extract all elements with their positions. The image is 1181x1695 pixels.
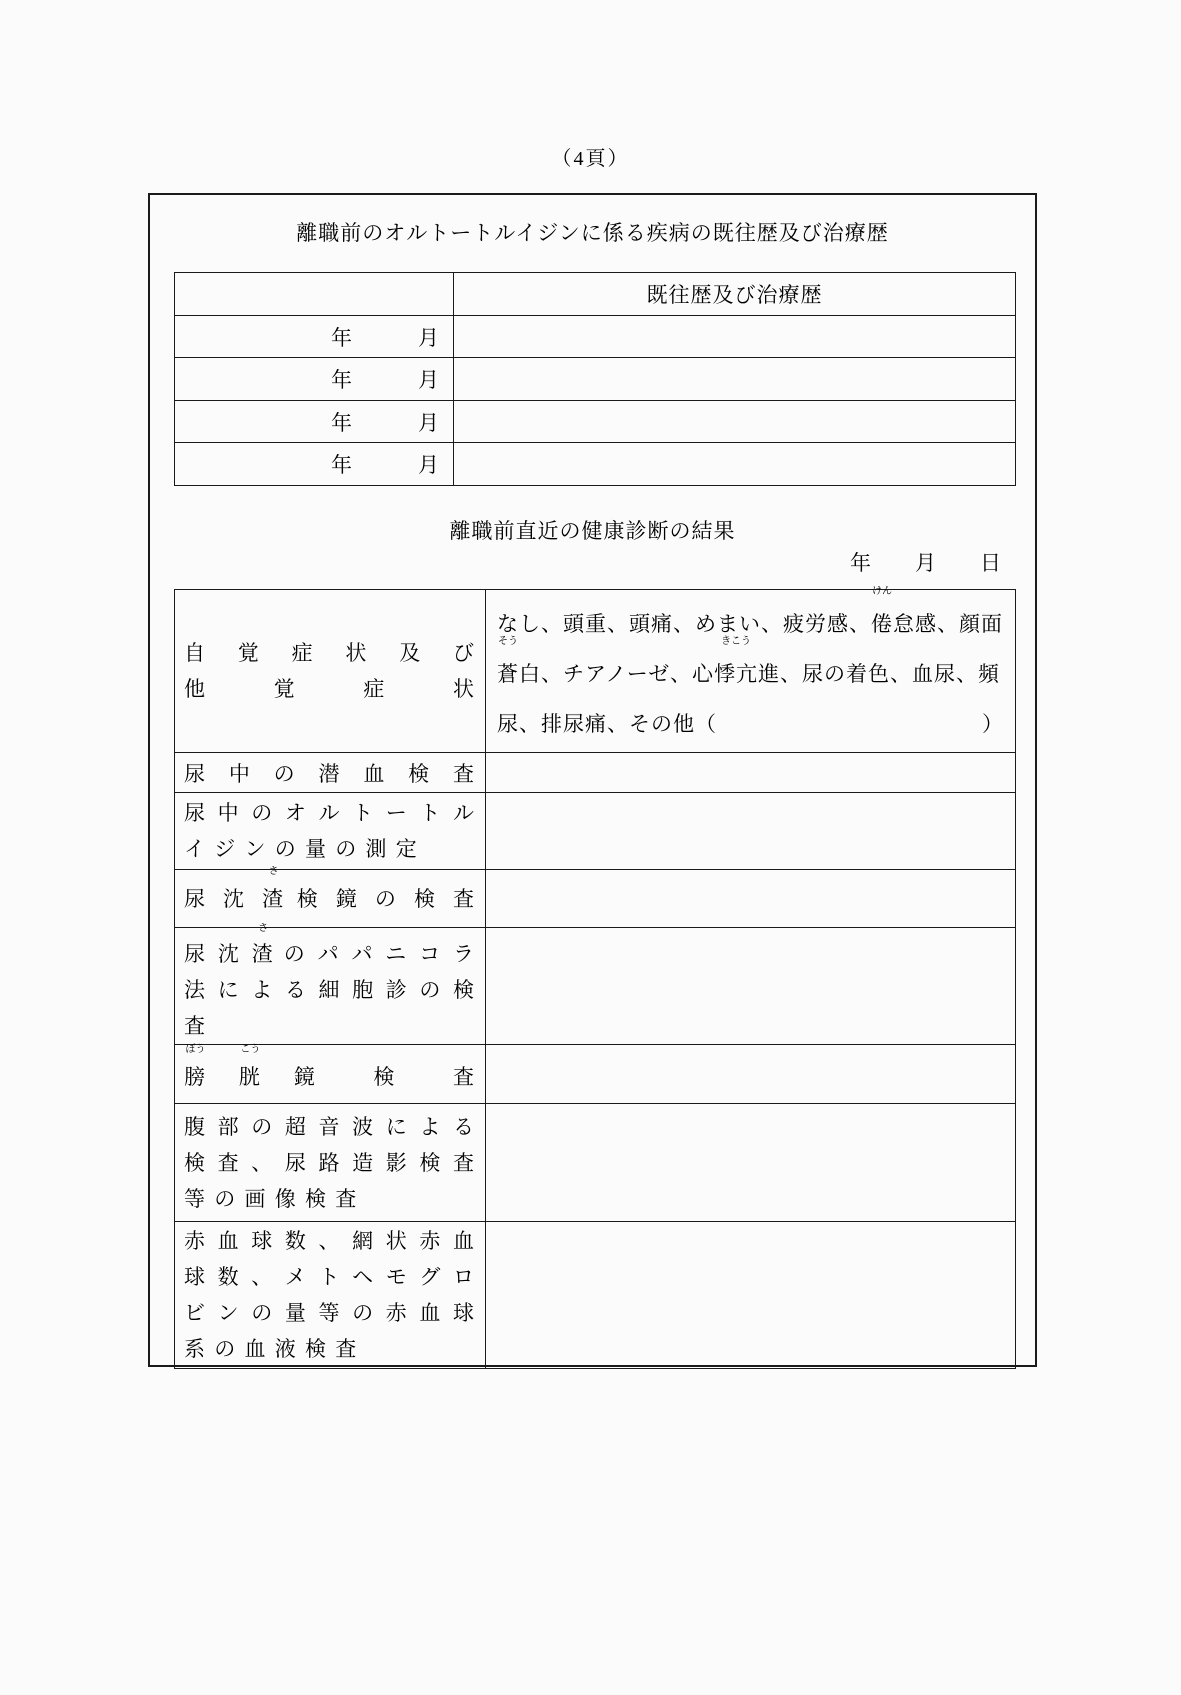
exam-date-line bbox=[150, 547, 1035, 577]
history-entry-cell bbox=[454, 401, 1016, 443]
month-label: 月 bbox=[418, 410, 439, 435]
row-cystoscopy bbox=[175, 1045, 1016, 1104]
history-section-title: 離職前のオルトートルイジンに係る疾病の既往歴及び治療歴 bbox=[296, 221, 889, 245]
year-month-cell bbox=[175, 449, 453, 479]
history-entry-row bbox=[175, 358, 1016, 401]
closing-paren: ） bbox=[982, 711, 1004, 736]
month-label: 月 bbox=[418, 325, 439, 350]
date-month-label: 月 bbox=[915, 551, 936, 575]
blood-test-label: 赤 血 球 数 、 網 状 赤 血 球 数 、 メ ト ヘ モ グ ロ ビ ン の 量 等 の 赤 血 球 系 の 血 液 検 査 bbox=[184, 1229, 476, 1361]
year-label: 年 bbox=[331, 368, 352, 392]
furigana-sa: さ 渣 bbox=[262, 865, 286, 911]
year-month-cell bbox=[175, 364, 453, 394]
date-year-label: 年 bbox=[850, 551, 871, 575]
result-cell bbox=[486, 1104, 1016, 1222]
furigana-kikou: きこう 悸亢 bbox=[714, 635, 759, 686]
history-header-row bbox=[175, 273, 1016, 316]
history-table bbox=[174, 272, 1016, 486]
year-month-cell bbox=[175, 322, 453, 352]
year-label: 年 bbox=[331, 325, 352, 350]
year-month-cell bbox=[175, 407, 453, 437]
symptoms-options: なし、頭重、頭痛、めまい、疲労感、 けん 倦怠感、顔面 そう 蒼白、チアノーゼ、心 きこう 悸亢進、尿の着色、血尿、頻 尿、排尿痛、その他（ ） bbox=[486, 594, 1015, 749]
result-cell bbox=[486, 928, 1016, 1045]
otoluidine-label: 尿 中 の オ ル ト ー ト ル イ ジ ン の 量 の 測 定 bbox=[184, 801, 476, 861]
row-urine-sediment-microscopy bbox=[175, 870, 1016, 928]
history-entry-cell bbox=[454, 358, 1016, 401]
date-day-label: 日 bbox=[980, 551, 1001, 575]
row-urine-otoluidine-amount bbox=[175, 793, 1016, 870]
row-subjective-symptoms bbox=[175, 590, 1016, 753]
exam-section-title: 離職前直近の健康診断の結果 bbox=[449, 519, 736, 543]
form-frame bbox=[148, 193, 1037, 1367]
occult-blood-label: 尿 中 の 潜 血 検 査 bbox=[184, 761, 476, 786]
papanicolaou-label: 尿 沈 さ 渣 の パ パ ニ コ ラ 法 に よ る 細 胞 診 の 検 査 bbox=[184, 923, 477, 1038]
month-label: 月 bbox=[418, 453, 439, 477]
furigana-sa: さ 渣 bbox=[251, 923, 275, 966]
history-entry-cell bbox=[454, 316, 1016, 358]
history-entry-row bbox=[175, 443, 1016, 486]
furigana-bou: ぼう 膀 bbox=[184, 1044, 207, 1089]
year-label: 年 bbox=[331, 453, 352, 477]
result-cell bbox=[486, 793, 1016, 870]
result-cell bbox=[486, 1045, 1016, 1104]
result-cell bbox=[486, 870, 1016, 928]
history-entry-row bbox=[175, 401, 1016, 443]
imaging-label: 腹 部 の 超 音 波 に よ る 検 査 、 尿 路 造 影 検 査 等 の 画 像 検 査 bbox=[184, 1114, 476, 1211]
sediment-microscopy-label: 尿 沈 さ 渣 検 鏡 の 検 査 bbox=[175, 879, 485, 919]
cystoscopy-label: ぼう 膀 こう 胱 鏡 検 査 bbox=[175, 1051, 485, 1097]
month-label: 月 bbox=[418, 368, 439, 392]
exam-table bbox=[174, 585, 1016, 1369]
year-label: 年 bbox=[331, 410, 352, 435]
result-cell bbox=[486, 753, 1016, 793]
row-imaging-tests bbox=[175, 1104, 1016, 1222]
row-papanicolaou-cytology bbox=[175, 928, 1016, 1045]
history-entry-cell bbox=[454, 443, 1016, 486]
symptoms-label: 自 覚 症 状 及 び 他 覚 症 状 bbox=[184, 641, 476, 701]
row-red-blood-tests bbox=[175, 1222, 1016, 1369]
furigana-kou: こう 胱 bbox=[238, 1044, 262, 1089]
history-header-cell: 既往歴及び治療歴 bbox=[454, 273, 1016, 316]
furigana-sou: そう 蒼 bbox=[497, 635, 519, 686]
page-number: （4頁） bbox=[551, 148, 630, 170]
row-urine-occult-blood bbox=[175, 753, 1016, 793]
furigana-ken: けん 倦 bbox=[871, 585, 893, 636]
history-header-empty-cell bbox=[175, 273, 454, 316]
result-cell bbox=[486, 1222, 1016, 1369]
history-entry-row bbox=[175, 316, 1016, 358]
